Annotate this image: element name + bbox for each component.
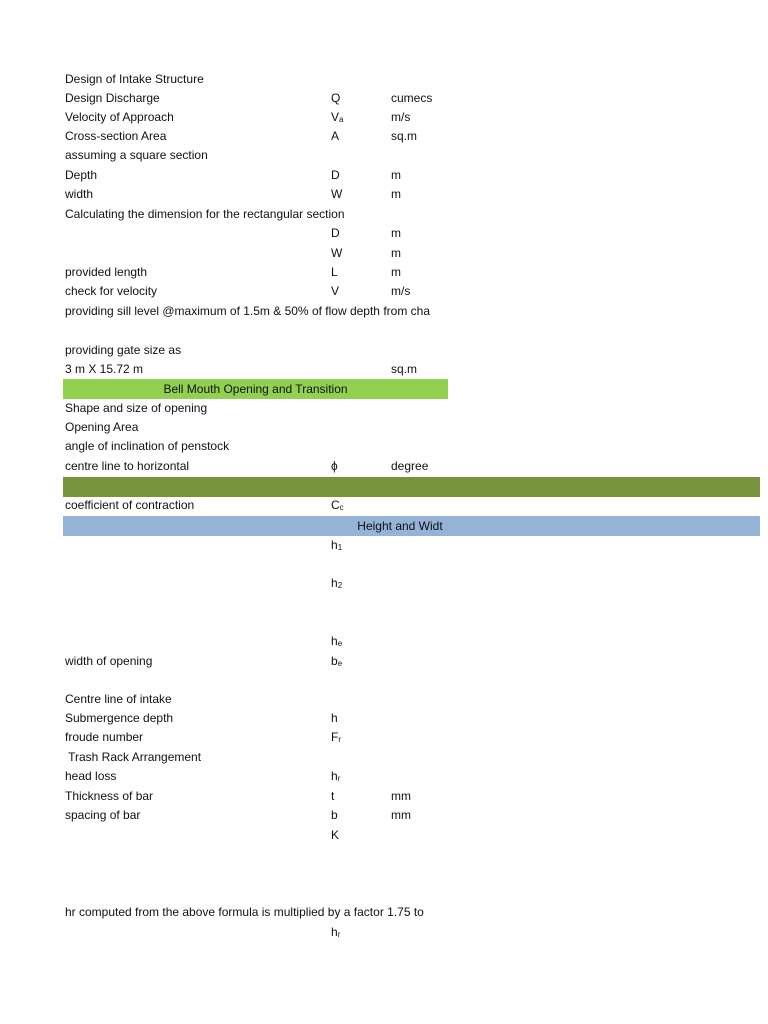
label-cell[interactable]: Thickness of bar <box>65 789 154 803</box>
sheet-row <box>0 767 768 786</box>
sheet-row <box>0 748 768 767</box>
symbol-cell[interactable] <box>331 728 387 747</box>
label-cell[interactable]: width <box>65 187 94 201</box>
label-cell[interactable]: centre line to horizontal <box>65 459 190 473</box>
label-cell[interactable]: assuming a square section <box>65 148 208 162</box>
sheet-row <box>0 302 768 321</box>
bell-mouth-section-header[interactable] <box>63 379 448 399</box>
unit-cell[interactable]: m <box>391 187 401 201</box>
label-cell[interactable]: angle of inclination of penstock <box>65 439 230 453</box>
label-cell[interactable]: 3 m X 15.72 m <box>65 362 144 376</box>
sheet-row <box>0 360 768 379</box>
label-cell[interactable]: provided length <box>65 265 148 279</box>
unit-cell[interactable]: m/s <box>391 110 411 124</box>
symbol-text: C <box>331 498 340 512</box>
label-cell[interactable]: check for velocity <box>65 284 158 298</box>
symbol-cell[interactable]: D <box>331 168 340 182</box>
symbol-cell[interactable] <box>331 632 387 651</box>
sheet-row <box>0 70 768 89</box>
sheet-row <box>0 418 768 437</box>
sheet-row <box>0 437 768 456</box>
unit-cell[interactable]: degree <box>391 459 429 473</box>
sheet-row <box>0 652 768 671</box>
sheet-row <box>0 496 768 515</box>
symbol-cell[interactable]: A <box>331 129 340 143</box>
sheet-row <box>0 89 768 108</box>
sheet-row <box>0 709 768 728</box>
label-cell[interactable]: Depth <box>65 168 98 182</box>
label-cell[interactable]: Design Discharge <box>65 91 160 105</box>
symbol-subscript: c <box>339 503 344 512</box>
symbol-cell[interactable] <box>331 574 387 593</box>
symbol-subscript: 1 <box>337 543 343 552</box>
unit-cell[interactable]: mm <box>391 789 411 803</box>
symbol-text: h <box>331 634 338 648</box>
symbol-cell[interactable] <box>331 536 387 555</box>
sheet-row <box>0 728 768 747</box>
symbol-cell[interactable]: h <box>331 711 338 725</box>
symbol-subscript: e <box>337 639 343 648</box>
symbol-cell[interactable]: t <box>331 789 335 803</box>
sheet-row <box>0 826 768 845</box>
sheet-row <box>0 108 768 127</box>
label-cell[interactable]: head loss <box>65 769 117 783</box>
symbol-cell[interactable]: D <box>331 226 340 240</box>
sheet-row <box>0 244 768 263</box>
sheet-row <box>0 903 768 922</box>
unit-cell[interactable]: m <box>391 168 401 182</box>
label-cell[interactable]: width of opening <box>65 654 153 668</box>
unit-cell[interactable]: m <box>391 265 401 279</box>
symbol-cell[interactable]: W <box>331 187 343 201</box>
label-cell[interactable]: froude number <box>65 730 144 744</box>
height-width-section-header[interactable] <box>63 516 760 536</box>
sheet-row <box>0 574 768 593</box>
symbol-cell[interactable]: ϕ <box>331 459 338 473</box>
section-header-label: Bell Mouth Opening and Transition <box>163 382 348 396</box>
sheet-row <box>0 632 768 651</box>
label-cell[interactable]: Trash Rack Arrangement <box>65 750 202 764</box>
label-cell[interactable]: Velocity of Approach <box>65 110 174 124</box>
sheet-row <box>0 127 768 146</box>
symbol-text: h <box>331 769 338 783</box>
sheet-row <box>0 205 768 224</box>
symbol-cell[interactable] <box>331 767 387 786</box>
symbol-cell[interactable] <box>331 652 387 671</box>
symbol-cell[interactable]: b <box>331 808 338 822</box>
symbol-subscript: 2 <box>337 581 343 590</box>
sheet-row <box>0 923 768 942</box>
symbol-cell[interactable]: K <box>331 828 340 842</box>
symbol-cell[interactable]: W <box>331 246 343 260</box>
label-cell[interactable]: spacing of bar <box>65 808 141 822</box>
symbol-subscript: r <box>338 735 342 744</box>
sheet-row <box>0 185 768 204</box>
sheet-row <box>0 282 768 301</box>
unit-cell[interactable]: sq.m <box>391 362 418 376</box>
sheet-row <box>0 399 768 418</box>
sheet-row <box>0 224 768 243</box>
symbol-cell[interactable] <box>331 108 387 127</box>
sheet-row <box>0 690 768 709</box>
symbol-text: F <box>331 730 339 744</box>
label-cell[interactable]: coefficient of contraction <box>65 498 195 512</box>
label-cell[interactable]: Calculating the dimension for the rectangular section <box>65 207 345 221</box>
symbol-text: h <box>331 538 338 552</box>
symbol-text: b <box>331 654 338 668</box>
section-header-label: Height and Widt <box>357 519 443 533</box>
sheet-row <box>0 536 768 555</box>
label-cell[interactable]: hr computed from the above formula is multiplied by a factor 1.75 to <box>65 905 424 919</box>
label-cell[interactable]: providing gate size as <box>65 343 182 357</box>
symbol-cell[interactable] <box>331 923 387 942</box>
sheet-row <box>0 341 768 360</box>
label-cell[interactable]: Shape and size of opening <box>65 401 208 415</box>
olive-band-label <box>63 477 760 497</box>
olive-divider-band[interactable] <box>63 477 760 497</box>
section-title[interactable]: Design of Intake Structure <box>65 72 204 86</box>
unit-cell[interactable]: mm <box>391 808 411 822</box>
label-cell[interactable]: Submergence depth <box>65 711 174 725</box>
unit-cell[interactable]: m/s <box>391 284 411 298</box>
sheet-row <box>0 146 768 165</box>
sheet-row <box>0 166 768 185</box>
symbol-subscript: r <box>337 774 341 783</box>
unit-cell[interactable]: cumecs <box>391 91 433 105</box>
unit-cell[interactable]: sq.m <box>391 129 418 143</box>
symbol-cell[interactable]: Q <box>331 91 341 105</box>
symbol-subscript: r <box>337 930 341 939</box>
label-cell[interactable]: Centre line of intake <box>65 692 172 706</box>
unit-cell[interactable]: m <box>391 226 401 240</box>
symbol-subscript: a <box>339 115 344 124</box>
symbol-text: h <box>331 576 338 590</box>
symbol-subscript: e <box>337 659 343 668</box>
sheet-row <box>0 263 768 282</box>
symbol-cell[interactable]: V <box>331 284 340 298</box>
sheet-row <box>0 806 768 825</box>
symbol-text: h <box>331 925 338 939</box>
symbol-cell[interactable] <box>331 496 387 515</box>
label-cell[interactable]: Cross-section Area <box>65 129 167 143</box>
label-cell[interactable]: providing sill level @maximum of 1.5m & 50% of flow depth from cha <box>65 304 430 318</box>
label-cell[interactable]: Opening Area <box>65 420 139 434</box>
symbol-cell[interactable]: L <box>331 265 338 279</box>
symbol-text: V <box>331 110 340 124</box>
unit-cell[interactable]: m <box>391 246 401 260</box>
sheet-row <box>0 787 768 806</box>
sheet-row <box>0 457 768 476</box>
